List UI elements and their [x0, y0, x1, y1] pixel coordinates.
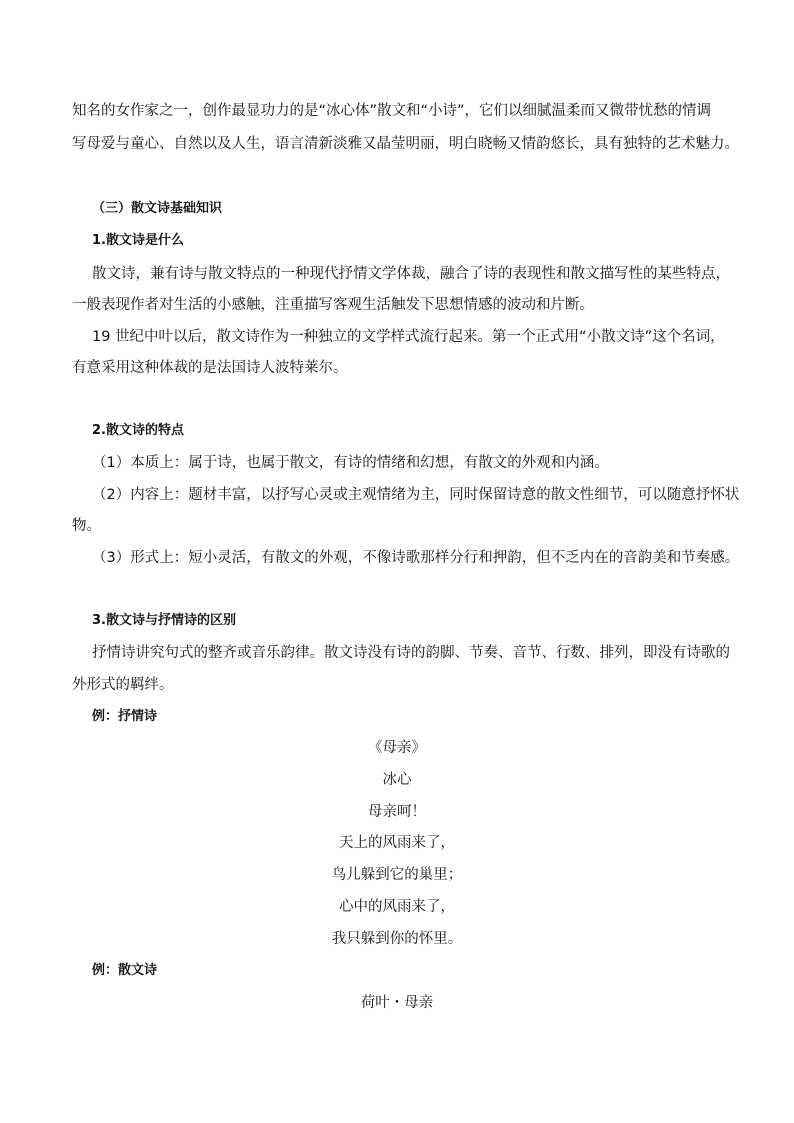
paragraph-2-line-1: 19 世纪中叶以后，散文诗作为一种独立的文学样式流行起来。第一个正式用“小散文诗”这个名词， [92, 329, 725, 345]
subsection-title-1: 1.散文诗是什么 [92, 233, 184, 248]
feature-item-3: （3）形式上：短小灵活，有散文的外观，不像诗歌那样分行和押韵，但不乏内在的音韵美和节奏感。 [92, 550, 740, 566]
comparison-line-2: 外形式的羁绊。 [72, 677, 174, 693]
subsection-title-2: 2.散文诗的特点 [92, 423, 184, 438]
prose-poem-title: 荷叶・母亲 [360, 995, 434, 1011]
example-label-prose: 例：散文诗 [92, 963, 158, 978]
poem-title: 《母亲》 [368, 740, 426, 756]
paragraph-1-line-2: 一般表现作者对生活的小感触，注重描写客观生活触发下思想情感的波动和片断。 [72, 297, 594, 313]
poem-line: 天上的风雨来了， [339, 835, 455, 851]
section-heading: （三）散文诗基础知识 [92, 201, 223, 216]
paragraph-2-line-2: 有意采用这种体裁的是法国诗人波特莱尔。 [72, 360, 348, 376]
poem-line: 母亲呵！ [368, 804, 426, 820]
feature-item-2-line-2: 物。 [72, 518, 101, 534]
poem-line: 我只躲到你的怀里。 [331, 931, 463, 947]
comparison-line-1: 抒情诗讲究句式的整齐或音乐韵律。散文诗没有诗的韵脚、节奏、音节、行数、排列，即没有诗歌的 [92, 645, 730, 661]
intro-text-line-2: 写母爱与童心、自然以及人生，语言清新淡雅又晶莹明丽，明白晓畅又情韵悠长，具有独特的艺术魅力。 [72, 136, 739, 152]
paragraph-1-line-1: 散文诗，兼有诗与散文特点的一种现代抒情文学体裁，融合了诗的表现性和散文描写性的某些特点， [92, 266, 730, 282]
poem-line: 心中的风雨来了， [339, 899, 455, 915]
subsection-title-3: 3.散文诗与抒情诗的区别 [92, 613, 236, 628]
intro-text-line-1: 知名的女作家之一，创作最显功力的是“冰心体”散文和“小诗”，它们以细腻温柔而又微带忧愁的情调 [72, 103, 712, 119]
feature-item-1: （1）本质上：属于诗，也属于散文，有诗的情绪和幻想，有散文的外观和内涵。 [92, 455, 609, 471]
feature-item-2-line-1: （2）内容上：题材丰富，以抒写心灵或主观情绪为主，同时保留诗意的散文性细节，可以随意抒怀状 [92, 487, 740, 503]
poem-author: 冰心 [382, 772, 412, 788]
example-label-lyric: 例：抒情诗 [92, 709, 158, 724]
poem-line: 鸟儿躲到它的巢里； [331, 867, 463, 883]
